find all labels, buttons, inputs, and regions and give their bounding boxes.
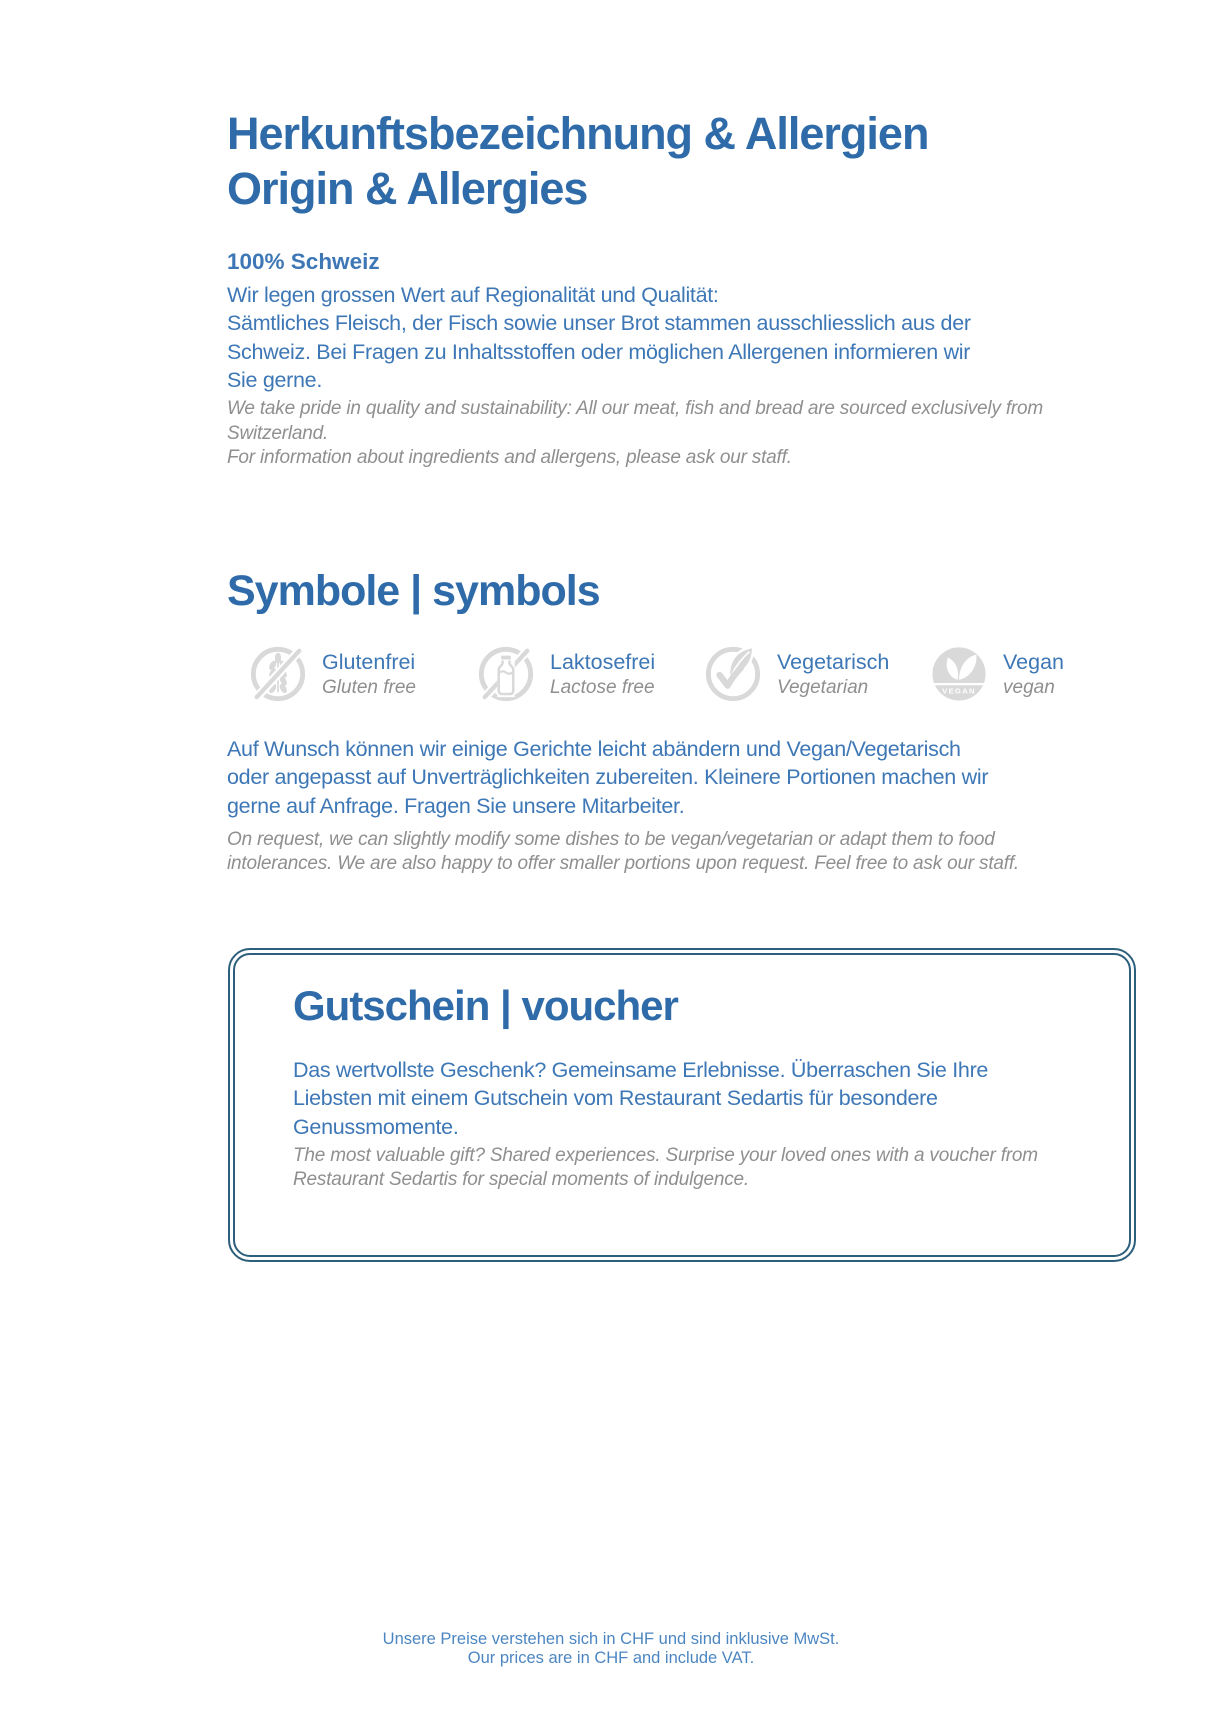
lactose-free-icon	[477, 645, 535, 703]
voucher-text-de-line: Genussmomente.	[293, 1114, 459, 1139]
origin-text-en-line: We take pride in quality and sustainability: All our meat, fish and bread are sourced exclusively from	[227, 398, 1044, 420]
modification-note-en-line: intolerances. We are also happy to offer smaller portions upon request. Feel free to ask our staff.	[227, 853, 1019, 875]
voucher-box	[228, 948, 1136, 1262]
page-title	[227, 106, 928, 216]
symbol-labels	[322, 649, 416, 700]
footer-line-de: Unsere Preise verstehen sich in CHF und sind inklusive MwSt.	[382, 1630, 840, 1648]
voucher-text-de	[293, 1056, 1099, 1141]
modification-note-en	[227, 828, 1127, 877]
page-title-en: Origin & Allergies	[227, 163, 588, 214]
symbol-item-gluten-free	[249, 645, 416, 703]
origin-text-en-line: Switzerland.	[227, 422, 329, 444]
symbol-labels	[777, 649, 889, 700]
origin-text-de	[227, 281, 1107, 394]
symbol-label-en: Vegetarian	[777, 676, 869, 698]
symbol-item-lactose-free	[477, 645, 655, 703]
origin-text-de-line: Wir legen grossen Wert auf Regionalität und Qualität:	[227, 283, 719, 307]
gluten-free-icon	[249, 645, 307, 703]
symbol-label-de: Glutenfrei	[322, 649, 416, 674]
modification-note-de-line: gerne auf Anfrage. Fragen Sie unsere Mitarbeiter.	[227, 793, 685, 818]
voucher-text-en-line: Restaurant Sedartis for special moments of indulgence.	[293, 1169, 749, 1191]
origin-text-de-line: Schweiz. Bei Fragen zu Inhaltsstoffen oder möglichen Allergenen informieren wir	[227, 339, 971, 364]
voucher-text-en	[293, 1144, 1099, 1193]
symbol-item-vegan	[930, 645, 1064, 703]
modification-note	[227, 735, 1127, 877]
origin-text-en-line: For information about ingredients and allergens, please ask our staff.	[227, 447, 792, 469]
vegan-badge-text: VEGAN	[942, 686, 976, 696]
voucher-text	[293, 1056, 1099, 1193]
symbol-label-de: Vegan	[1003, 649, 1064, 674]
page-footer	[0, 1630, 1222, 1667]
voucher-text-de-line: Liebsten mit einem Gutschein vom Restaurant Sedartis für besondere	[293, 1086, 938, 1111]
symbol-label-de: Vegetarisch	[777, 649, 890, 674]
voucher-text-de-line: Das wertvollste Geschenk? Gemeinsame Erlebnisse. Überraschen Sie Ihre	[293, 1058, 989, 1082]
origin-subheading: 100% Schweiz	[227, 249, 380, 274]
modification-note-de-line: oder angepasst auf Unverträglichkeiten zubereiten. Kleinere Portionen machen wir	[227, 765, 989, 790]
symbol-labels	[1003, 649, 1064, 700]
footer-line-en: Our prices are in CHF and include VAT.	[467, 1648, 755, 1667]
symbol-label-de: Laktosefrei	[550, 649, 656, 674]
modification-note-de	[227, 735, 1127, 820]
vegetarian-icon	[704, 645, 762, 703]
origin-text-de-line: Sämtliches Fleisch, der Fisch sowie unser Brot stammen ausschliesslich aus der	[227, 311, 971, 336]
origin-text-en	[227, 397, 1107, 471]
symbol-item-vegetarian	[704, 645, 889, 703]
voucher-heading: Gutschein | voucher	[293, 982, 678, 1029]
modification-note-en-line: On request, we can slightly modify some dishes to be vegan/vegetarian or adapt them to food	[227, 828, 995, 850]
voucher-text-en-line: The most valuable gift? Shared experiences. Surprise your loved ones with a voucher from	[293, 1144, 1038, 1166]
modification-note-de-line: Auf Wunsch können wir einige Gerichte leicht abändern und Vegan/Vegetarisch	[227, 737, 961, 761]
symbol-labels	[550, 649, 655, 700]
origin-text-de-line: Sie gerne.	[227, 367, 323, 392]
symbol-label-en: vegan	[1003, 676, 1055, 698]
origin-section	[227, 248, 1107, 471]
vegan-icon	[930, 645, 988, 703]
symbols-section-heading: Symbole | symbols	[227, 567, 600, 615]
symbol-label-en: Lactose free	[550, 676, 655, 698]
page-title-de: Herkunftsbezeichnung & Allergien	[227, 108, 929, 159]
symbol-label-en: Gluten free	[322, 676, 416, 698]
